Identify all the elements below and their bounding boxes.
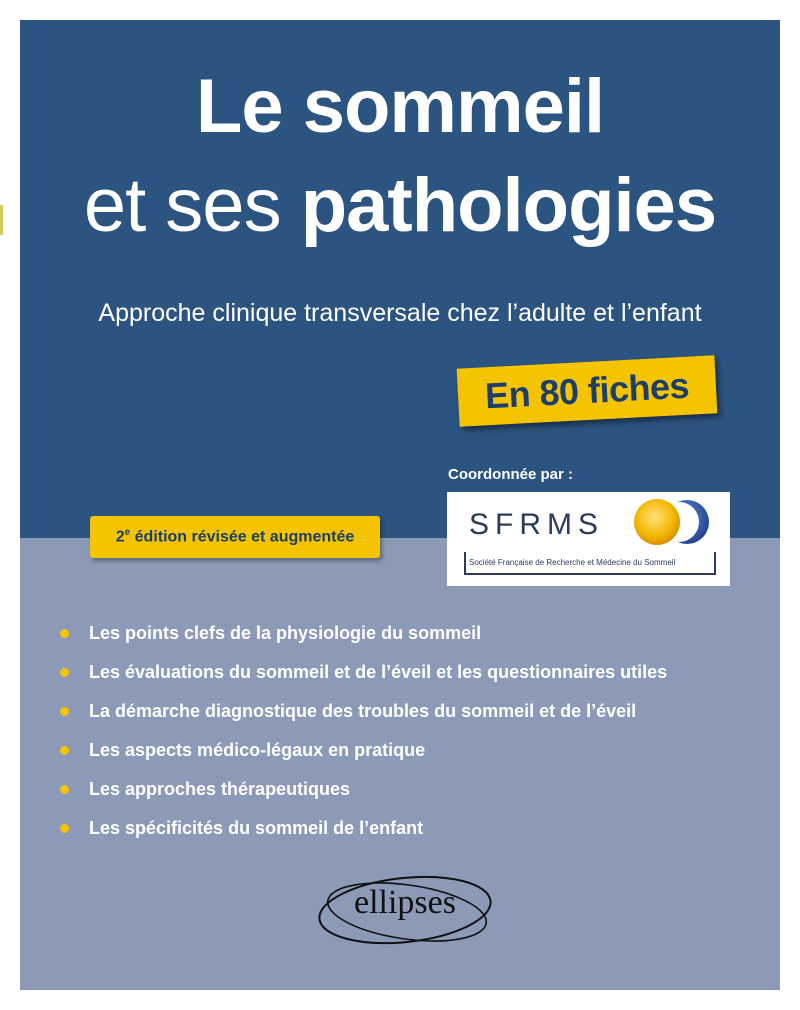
topic-item	[60, 770, 667, 809]
bullet-icon	[60, 668, 69, 677]
edition-text: édition révisée et augmentée	[134, 528, 355, 546]
topic-item	[60, 692, 667, 731]
coordination-label: Coordonnée par :	[448, 466, 574, 483]
topic-list	[60, 614, 667, 848]
title-line-2-bold: pathologies	[300, 163, 717, 248]
bullet-icon	[60, 629, 69, 638]
sfrms-full-name: Société Française de Recherche et Médecine du Sommeil	[469, 558, 676, 567]
topic-text: La démarche diagnostique des troubles du sommeil et de l’éveil	[89, 701, 637, 721]
bullet-icon	[60, 746, 69, 755]
topic-text: Les points clefs de la physiologie du sommeil	[89, 623, 482, 643]
title-line-1: Le sommeil	[195, 64, 605, 149]
edition-number: 2	[115, 528, 125, 546]
sun-icon	[634, 499, 680, 545]
edition-badge-label	[116, 527, 355, 546]
topic-item	[60, 614, 667, 653]
bullet-icon	[60, 707, 69, 716]
publisher-name: ellipses	[354, 884, 456, 921]
bullet-icon	[60, 785, 69, 794]
page-edge-tab	[0, 205, 3, 235]
topic-item	[60, 731, 667, 770]
sfrms-acronym: SFRMS	[469, 508, 604, 541]
topic-item	[60, 653, 667, 692]
subtitle: Approche clinique transversale chez l’adulte et l’enfant	[98, 299, 702, 327]
title-line-2-light: et ses	[83, 163, 281, 248]
topic-text: Les évaluations du sommeil et de l’éveil et les questionnaires utiles	[89, 662, 668, 682]
sfrms-logo	[447, 492, 730, 586]
publisher-logo	[310, 868, 500, 954]
edition-superscript: e	[124, 527, 131, 539]
topic-item	[60, 809, 667, 848]
book-cover	[20, 20, 780, 990]
topic-text: Les approches thérapeutiques	[89, 779, 351, 799]
bullet-icon	[60, 824, 69, 833]
fiches-badge-label: En 80 fiches	[483, 364, 690, 417]
topic-text: Les spécificités du sommeil de l’enfant	[89, 818, 424, 838]
edition-badge	[90, 516, 380, 558]
topic-text: Les aspects médico-légaux en pratique	[89, 740, 426, 760]
title-line-2	[20, 156, 780, 256]
